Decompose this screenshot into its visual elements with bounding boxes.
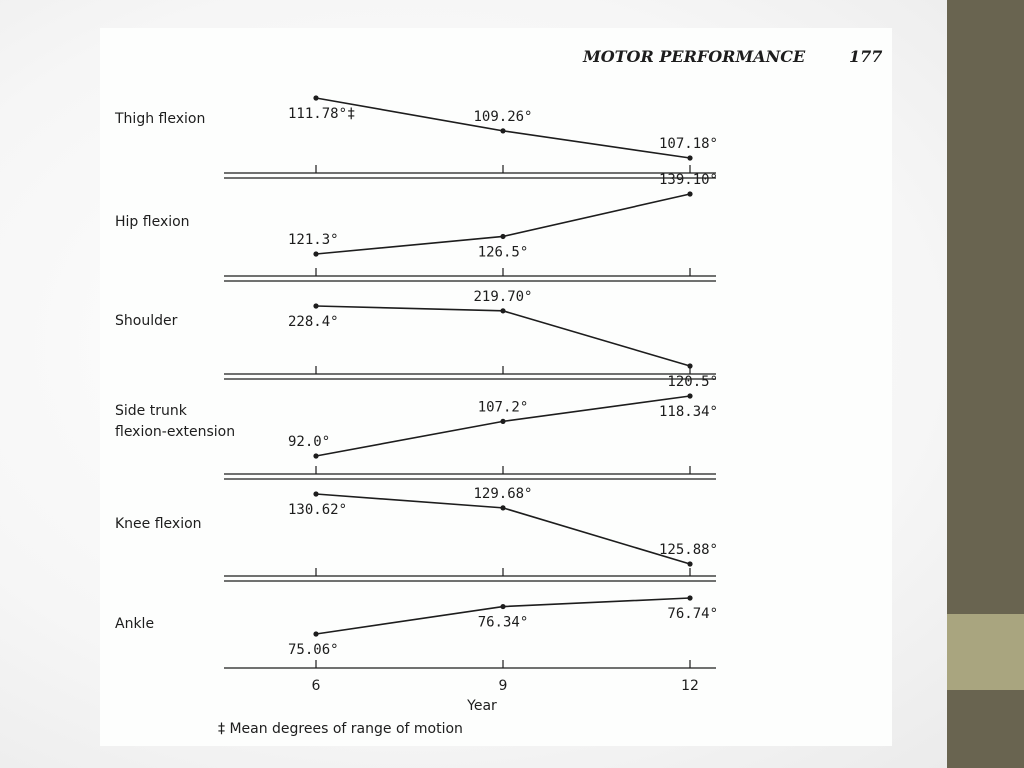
- data-point: [313, 251, 318, 256]
- data-point: [500, 128, 505, 133]
- panel-3: [115, 289, 718, 390]
- x-axis-title: Year: [467, 698, 497, 714]
- series-name: Ankle: [115, 616, 155, 632]
- data-point: [687, 561, 692, 566]
- data-label: 121.3°: [288, 232, 339, 248]
- data-label: 139.10°: [658, 172, 718, 188]
- data-label: 120.5°: [667, 374, 718, 390]
- series-line: [316, 306, 690, 366]
- data-point: [500, 505, 505, 510]
- data-point: [687, 363, 692, 368]
- data-label: 129.68°: [473, 485, 533, 502]
- data-point: [313, 303, 318, 308]
- data-point: [687, 155, 692, 160]
- panel-6: [115, 595, 718, 694]
- panel-2: [115, 172, 718, 281]
- series-name: Hip flexion: [115, 214, 190, 230]
- data-label: 76.34°: [477, 614, 529, 631]
- data-point: [687, 595, 692, 600]
- data-label: 219.70°: [473, 288, 533, 305]
- data-label: 109.26°: [473, 108, 533, 125]
- x-tick-label: 9: [498, 678, 508, 694]
- side-bar-top: [947, 0, 1024, 614]
- data-label: 107.2°: [477, 399, 529, 416]
- data-point: [500, 419, 505, 424]
- data-point: [313, 631, 318, 636]
- chart-figure: [100, 28, 892, 746]
- chart-plot-area: [114, 95, 718, 694]
- data-label: 125.88°: [658, 542, 718, 558]
- data-label: 111.78°‡: [288, 106, 356, 122]
- footnote: ‡ Mean degrees of range of motion: [218, 721, 463, 737]
- series-name: Thigh flexion: [115, 111, 206, 127]
- series-line: [316, 494, 690, 564]
- data-label: 75.06°: [288, 642, 339, 658]
- data-point: [500, 604, 505, 609]
- data-label: 228.4°: [288, 314, 339, 330]
- data-point: [313, 491, 318, 496]
- data-point: [500, 234, 505, 239]
- panel-1: [114, 95, 718, 178]
- panel-4: [115, 393, 718, 479]
- series-name: flexion-extension: [115, 424, 236, 440]
- side-bar-bottom: [947, 690, 1024, 768]
- data-label: 130.62°: [288, 502, 348, 518]
- running-title: MOTOR PERFORMANCE: [583, 47, 806, 66]
- x-tick-label: 12: [681, 678, 699, 694]
- data-label: 118.34°: [658, 404, 718, 420]
- series-line: [316, 98, 690, 158]
- data-point: [313, 95, 318, 100]
- data-point: [313, 453, 318, 458]
- data-point: [500, 308, 505, 313]
- panel-5: [115, 486, 718, 581]
- page-number: 177: [849, 47, 883, 66]
- data-label: 76.74°: [667, 606, 718, 622]
- side-bar-accent: [947, 614, 1024, 690]
- scanned-page: [100, 28, 892, 746]
- series-name: Shoulder: [115, 313, 178, 329]
- series-name: Knee flexion: [115, 516, 202, 532]
- series-name: Side trunk: [115, 403, 187, 419]
- data-label: 126.5°: [477, 244, 529, 261]
- data-label: 92.0°: [288, 434, 331, 450]
- data-point: [687, 393, 692, 398]
- x-tick-label: 6: [311, 678, 321, 694]
- data-point: [687, 191, 692, 196]
- data-label: 107.18°: [658, 136, 718, 152]
